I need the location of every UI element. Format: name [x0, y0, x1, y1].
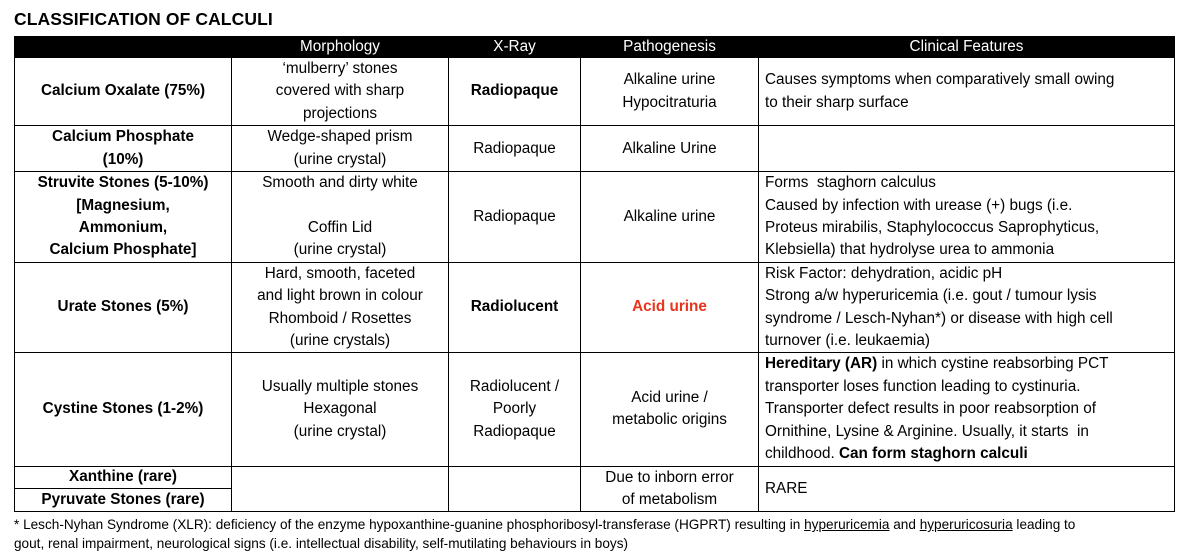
cell-line: transporter loses function leading to cystinuria.	[765, 377, 1081, 395]
cell-line: Due to inborn error	[605, 468, 734, 486]
morphology-cell	[232, 126, 449, 172]
clinical-cell	[759, 172, 1175, 263]
cell-line: Alkaline urine	[623, 71, 716, 89]
cell-line: ‘mulberry’ stones	[282, 60, 398, 77]
cell-line: of metabolism	[621, 490, 718, 508]
clinical-cell	[759, 126, 1175, 172]
table-row	[15, 353, 1175, 466]
cell-line: Ammonium,	[78, 219, 168, 237]
xray-cell: Radiolucent	[449, 262, 581, 353]
pathogenesis-cell: Alkaline urine	[581, 172, 759, 263]
cell-line: Caused by infection with urease (+) bugs (i.e.	[765, 196, 1073, 214]
cell-line: Risk Factor: dehydration, acidic pH	[765, 264, 1003, 282]
cell-line: Strong a/w hyperuricemia (i.e. gout / tumour lysis	[765, 287, 1097, 305]
hereditary-label: Hereditary (AR)	[765, 355, 878, 373]
pathogenesis-cell	[581, 353, 759, 466]
footnote-underline: hyperuricemia	[804, 517, 890, 532]
page-title: CLASSIFICATION OF CALCULI	[14, 9, 273, 29]
cell-line: Rhomboid / Rosettes	[268, 309, 412, 327]
footnote-text: and	[889, 517, 920, 532]
footnote-text: leading to	[1012, 517, 1076, 532]
footnote-line: gout, renal impairment, neurological signs (i.e. intellectual disability, self-mutilating behaviours in boys)	[14, 536, 629, 551]
row-name: Cystine Stones (1-2%)	[15, 353, 232, 466]
footnote-text: * Lesch-Nyhan Syndrome (XLR): deficiency of the enzyme hypoxanthine-guanine phosphoribosyl-transferase (HGPRT) resulting in	[14, 517, 805, 532]
cell-line: metabolic origins	[612, 411, 727, 429]
row-name: Xanthine (rare)	[15, 466, 232, 489]
cell-line: Radiolucent /	[469, 377, 560, 395]
cell-text: in which cystine reabsorbing PCT	[877, 355, 1109, 373]
staghorn-label: Can form staghorn calculi	[839, 445, 1028, 463]
pathogenesis-cell: Acid urine	[581, 262, 759, 353]
cell-line: Proteus mirabilis, Staphylococcus Saprophyticus,	[765, 219, 1100, 237]
cell-line: [Magnesium,	[76, 196, 170, 214]
table-row	[15, 58, 1175, 126]
cell-line: Radiopaque	[473, 422, 556, 440]
cell-line: Struvite Stones (5-10%)	[37, 174, 209, 192]
cell-line: Hard, smooth, faceted	[264, 264, 416, 282]
clinical-cell	[759, 262, 1175, 353]
morphology-cell	[232, 353, 449, 466]
row-name: Calcium Oxalate (75%)	[15, 58, 232, 126]
cell-line: Poorly	[492, 400, 537, 418]
cell-line: Transporter defect results in poor reabsorption of	[765, 400, 1097, 418]
clinical-cell	[759, 58, 1175, 126]
header-row	[15, 37, 1175, 58]
header-xray: X-Ray	[449, 37, 581, 58]
cell-line: Coffin Lid	[307, 219, 373, 237]
clinical-cell	[759, 353, 1175, 466]
cell-line	[765, 353, 1168, 375]
cell-line: Forms staghorn calculus	[765, 174, 936, 192]
cell-line: Smooth and dirty white	[262, 174, 418, 192]
xray-cell: Radiopaque	[449, 126, 581, 172]
morphology-cell	[232, 466, 449, 512]
cell-line: Usually multiple stones	[261, 377, 419, 395]
cell-line: to their sharp surface	[765, 93, 909, 111]
row-name: Urate Stones (5%)	[15, 262, 232, 353]
cell-line: (10%)	[102, 150, 144, 168]
cell-text: childhood.	[765, 445, 839, 463]
calculi-table	[14, 36, 1175, 512]
cell-line: Ornithine, Lysine & Arginine. Usually, it starts in	[765, 422, 1089, 440]
cell-line: syndrome / Lesch-Nyhan*) or disease with high cell	[765, 309, 1113, 327]
row-name	[15, 126, 232, 172]
cell-line: Calcium Phosphate]	[49, 241, 197, 259]
morphology-cell	[232, 58, 449, 126]
cell-line: Wedge-shaped prism	[267, 128, 413, 146]
table-row	[15, 466, 1175, 489]
footnote-line	[14, 515, 1174, 534]
header-clinical-features: Clinical Features	[759, 37, 1175, 58]
pathogenesis-cell: Alkaline Urine	[581, 126, 759, 172]
cell-line: Causes symptoms when comparatively small owing	[765, 71, 1115, 89]
cell-line: Hexagonal	[303, 400, 377, 418]
xray-cell	[449, 353, 581, 466]
header-blank	[15, 37, 232, 58]
xray-cell	[449, 466, 581, 512]
footnote-underline: hyperuricosuria	[919, 517, 1013, 532]
pathogenesis-cell	[581, 466, 759, 512]
footnote	[14, 515, 1174, 553]
cell-line: (urine crystal)	[293, 241, 387, 259]
cell-line: Acid urine /	[631, 389, 708, 407]
pathogenesis-cell	[581, 58, 759, 126]
table-row	[15, 126, 1175, 172]
table-row	[15, 262, 1175, 353]
table-row	[15, 172, 1175, 263]
cell-line: turnover (i.e. leukaemia)	[765, 332, 930, 350]
xray-cell: Radiopaque	[449, 172, 581, 263]
morphology-cell	[232, 172, 449, 263]
cell-line: (urine crystals)	[289, 332, 391, 350]
cell-line: Calcium Phosphate	[52, 128, 194, 146]
cell-line: Klebsiella) that hydrolyse urea to ammonia	[765, 241, 1055, 259]
cell-line	[765, 443, 1168, 465]
row-name	[15, 172, 232, 263]
cell-line: projections	[303, 104, 377, 122]
xray-cell: Radiopaque	[449, 58, 581, 126]
cell-line: Hypocitraturia	[622, 93, 717, 111]
morphology-cell	[232, 262, 449, 353]
cell-line: (urine crystal)	[293, 422, 387, 440]
header-pathogenesis: Pathogenesis	[581, 37, 759, 58]
cell-line: covered with sharp	[275, 82, 405, 100]
row-name: Pyruvate Stones (rare)	[15, 489, 232, 512]
header-morphology: Morphology	[232, 37, 449, 58]
cell-line: and light brown in colour	[257, 287, 423, 305]
cell-line: (urine crystal)	[293, 150, 387, 168]
clinical-cell: RARE	[759, 466, 1175, 512]
